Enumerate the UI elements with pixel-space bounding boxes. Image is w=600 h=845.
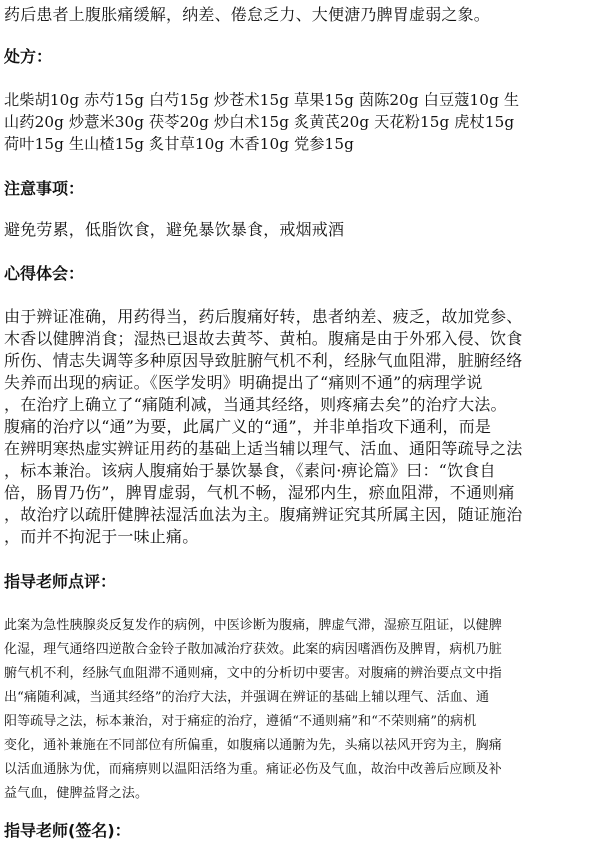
teacher-comment-heading: 指导老师点评： <box>4 572 117 591</box>
experience-line: 腹痛的治疗以“通”为要，此属广义的“通”，并非单指攻下通利，而是 <box>4 417 492 436</box>
teacher-comment-line: 阳等疏导之法，标本兼治，对于痛症的治疗，遵循“不通则痛”和“不荣则痛”的病机 <box>4 714 477 729</box>
teacher-comment-line: 腑气机不利，经脉气血阻滞不通则痛，文中的分析切中要害。对腹痛的辨治要点文中指 <box>4 666 502 681</box>
teacher-comment-line: 此案为急性胰腺炎反复发作的病例，中医诊断为腹痛，脾虚气滞，湿瘀互阻证，以健脾 <box>4 618 502 633</box>
experience-line: 倍，肠胃乃伤”，脾胃虚弱，气机不畅，湿邪内生，瘀血阻滞，不通则痛 <box>4 483 515 502</box>
prescription-heading: 处方： <box>4 47 53 66</box>
experience-line: ，在治疗上确立了“痛随利减，当通其经络，则疼痛去矣”的治疗大法。 <box>4 395 507 414</box>
precautions-heading: 注意事项： <box>4 179 85 198</box>
teacher-comment-line: 以活血通脉为优，而痛痹则以温阳活络为重。痛证必伤及气血，故治中改善后应顾及补 <box>4 762 502 777</box>
prescription-line: 荷叶15g 生山楂15g 炙甘草10g 木香10g 党参15g <box>4 135 354 153</box>
experience-line: 由于辨证准确，用药得当，药后腹痛好转，患者纳差、疲乏，故加党参、 <box>4 307 523 326</box>
experience-line: ，故治疗以疏肝健脾祛湿活血法为主。腹痛辨证究其所属主因，随证施治 <box>4 505 523 524</box>
signature-heading: 指导老师(签名)： <box>4 821 131 840</box>
teacher-comment-line: 变化，通补兼施在不同部位有所偏重，如腹痛以通腑为先，头痛以祛风开窍为主，胸痛 <box>4 738 502 753</box>
teacher-comment-line: 出“痛随利减，当通其经络”的治疗大法，并强调在辨证的基础上辅以理气、活血、通 <box>4 690 490 705</box>
teacher-comment-line: 化湿，理气通络四逆散合金铃子散加减治疗获效。此案的病因嗜酒伤及脾胃，病机乃脏 <box>4 642 502 657</box>
precautions-text: 避免劳累，低脂饮食，避免暴饮暴食，戒烟戒酒 <box>4 220 345 239</box>
prescription-line: 山药20g 炒薏米30g 茯苓20g 炒白术15g 炙黄芪20g 天花粉15g 虎杖15g <box>4 113 515 131</box>
intro-line: 药后患者上腹胀痛缓解，纳差、倦怠乏力、大便溏乃脾胃虚弱之象。 <box>4 5 491 24</box>
prescription-line: 北柴胡10g 赤芍15g 白芍15g 炒苍术15g 草果15g 茵陈20g 白豆蔻10g 生 <box>4 91 520 109</box>
experience-heading: 心得体会： <box>4 264 85 283</box>
experience-line: 失养而出现的病证。《医学发明》明确提出了“痛则不通”的病理学说 <box>4 373 483 392</box>
experience-line: ，而并不拘泥于一味止痛。 <box>4 527 199 546</box>
experience-line: ，标本兼治。该病人腹痛始于暴饮暴食，《素问·痹论篇》曰：“饮食自 <box>4 461 496 480</box>
experience-line: 所伤、情志失调等多种原因导致脏腑气机不利，经脉气血阻滞，脏腑经络 <box>4 351 523 370</box>
experience-line: 木香以健脾消食；湿热已退故去黄芩、黄柏。腹痛是由于外邪入侵、饮食 <box>4 329 523 348</box>
experience-line: 在辨明寒热虚实辨证用药的基础上适当辅以理气、活血、通阳等疏导之法 <box>4 439 523 458</box>
teacher-comment-line: 益气血，健脾益肾之法。 <box>4 786 149 801</box>
